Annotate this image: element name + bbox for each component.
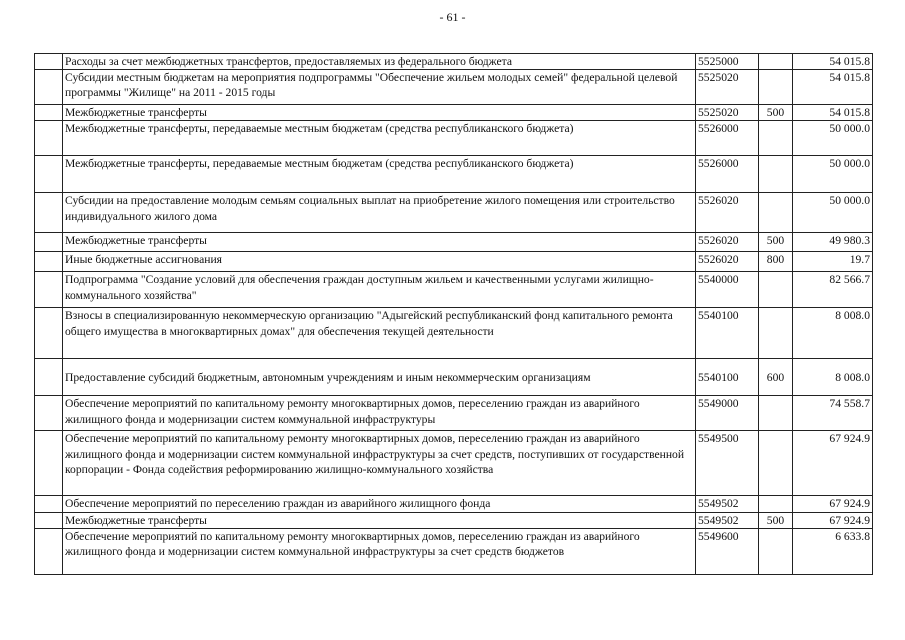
- row-name: Обеспечение мероприятий по капитальному ремонту многоквартирных домов, переселению граждан из аварийного жилищного фонда и модернизации систем коммунальной инфраструктуры за счет средств бюджетов: [63, 528, 696, 574]
- row-name: Предоставление субсидий бюджетным, автономным учреждениям и иным некоммерческим организациям: [63, 359, 696, 396]
- row-code: 5526000: [696, 121, 759, 156]
- row-amount: 67 924.9: [793, 512, 873, 528]
- row-code: 5549502: [696, 512, 759, 528]
- table-row: [35, 359, 873, 396]
- table-row: [35, 70, 873, 105]
- row-name: Межбюджетные трансферты: [63, 512, 696, 528]
- table-row: [35, 496, 873, 512]
- row-amount: 67 924.9: [793, 496, 873, 512]
- row-code: 5549600: [696, 528, 759, 574]
- table-row: [35, 233, 873, 252]
- table-row: [35, 121, 873, 156]
- row-name: Межбюджетные трансферты, передаваемые местным бюджетам (средства республиканского бюджета): [63, 121, 696, 156]
- table-row: [35, 193, 873, 233]
- empty-cell: [35, 272, 63, 308]
- row-code: 5525000: [696, 54, 759, 70]
- budget-table: [34, 53, 873, 575]
- empty-cell: [35, 105, 63, 121]
- row-name: Подпрограмма "Создание условий для обеспечения граждан доступным жильем и качественными услугами жилищно-коммунального хозяйства": [63, 272, 696, 308]
- row-name: Расходы за счет межбюджетных трансфертов, предоставляемых из федерального бюджета: [63, 54, 696, 70]
- row-name: Иные бюджетные ассигнования: [63, 252, 696, 272]
- empty-cell: [35, 431, 63, 496]
- row-type: [759, 156, 793, 193]
- row-amount: 50 000.0: [793, 193, 873, 233]
- row-amount: 8 008.0: [793, 308, 873, 359]
- row-type: 500: [759, 512, 793, 528]
- empty-cell: [35, 121, 63, 156]
- row-amount: 54 015.8: [793, 70, 873, 105]
- row-name: Субсидии на предоставление молодым семьям социальных выплат на приобретение жилого помещения или строительство индивидуального жилого дома: [63, 193, 696, 233]
- row-name: Обеспечение мероприятий по капитальному ремонту многоквартирных домов, переселению граждан из аварийного жилищного фонда и модернизации систем коммунальной инфраструктуры: [63, 396, 696, 431]
- row-type: [759, 308, 793, 359]
- row-amount: 49 980.3: [793, 233, 873, 252]
- row-code: 5526020: [696, 193, 759, 233]
- table-row: [35, 252, 873, 272]
- empty-cell: [35, 156, 63, 193]
- row-code: 5549500: [696, 431, 759, 496]
- table-row: [35, 431, 873, 496]
- empty-cell: [35, 512, 63, 528]
- row-name: Межбюджетные трансферты: [63, 105, 696, 121]
- row-code: 5525020: [696, 105, 759, 121]
- row-code: 5540000: [696, 272, 759, 308]
- table-row: [35, 512, 873, 528]
- row-code: 5549000: [696, 396, 759, 431]
- empty-cell: [35, 70, 63, 105]
- table-row: [35, 54, 873, 70]
- row-name: Обеспечение мероприятий по капитальному ремонту многоквартирных домов, переселению граждан из аварийного жилищного фонда и модернизации систем коммунальной инфраструктуры за счет средств, поступивших от государственной корпорации - Фонда содействия реформированию жилищно-коммунального хозяйства: [63, 431, 696, 496]
- row-type: [759, 496, 793, 512]
- row-type: [759, 431, 793, 496]
- empty-cell: [35, 396, 63, 431]
- table-row: [35, 105, 873, 121]
- row-type: [759, 54, 793, 70]
- row-code: 5549502: [696, 496, 759, 512]
- row-type: [759, 70, 793, 105]
- row-name: Взносы в специализированную некоммерческую организацию "Адыгейский республиканский фонд капитального ремонта общего имущества в многоквартирных домах" для обеспечения текущей деятельности: [63, 308, 696, 359]
- row-amount: 67 924.9: [793, 431, 873, 496]
- row-amount: 19.7: [793, 252, 873, 272]
- row-amount: 82 566.7: [793, 272, 873, 308]
- table-row: [35, 308, 873, 359]
- row-type: [759, 121, 793, 156]
- row-type: [759, 528, 793, 574]
- empty-cell: [35, 308, 63, 359]
- row-type: 500: [759, 105, 793, 121]
- row-code: 5540100: [696, 359, 759, 396]
- row-amount: 54 015.8: [793, 54, 873, 70]
- page-number: - 61 -: [439, 10, 466, 24]
- row-amount: 50 000.0: [793, 121, 873, 156]
- table-row: [35, 156, 873, 193]
- row-code: 5540100: [696, 308, 759, 359]
- row-name: Межбюджетные трансферты, передаваемые местным бюджетам (средства республиканского бюджета): [63, 156, 696, 193]
- row-code: 5526000: [696, 156, 759, 193]
- row-code: 5526020: [696, 252, 759, 272]
- row-name: Субсидии местным бюджетам на мероприятия подпрограммы "Обеспечение жильем молодых семей" федеральной целевой программы "Жилище" на 2011 - 2015 годы: [63, 70, 696, 105]
- row-amount: 6 633.8: [793, 528, 873, 574]
- row-type: 500: [759, 233, 793, 252]
- empty-cell: [35, 496, 63, 512]
- empty-cell: [35, 359, 63, 396]
- row-type: [759, 272, 793, 308]
- empty-cell: [35, 193, 63, 233]
- row-type: 600: [759, 359, 793, 396]
- row-amount: 8 008.0: [793, 359, 873, 396]
- row-amount: 54 015.8: [793, 105, 873, 121]
- empty-cell: [35, 54, 63, 70]
- row-name: Межбюджетные трансферты: [63, 233, 696, 252]
- row-code: 5525020: [696, 70, 759, 105]
- table-row: [35, 528, 873, 574]
- row-amount: 50 000.0: [793, 156, 873, 193]
- table-row: [35, 272, 873, 308]
- empty-cell: [35, 252, 63, 272]
- empty-cell: [35, 233, 63, 252]
- row-code: 5526020: [696, 233, 759, 252]
- empty-cell: [35, 528, 63, 574]
- row-type: 800: [759, 252, 793, 272]
- row-type: [759, 193, 793, 233]
- row-type: [759, 396, 793, 431]
- row-amount: 74 558.7: [793, 396, 873, 431]
- table-row: [35, 396, 873, 431]
- row-name: Обеспечение мероприятий по переселению граждан из аварийного жилищного фонда: [63, 496, 696, 512]
